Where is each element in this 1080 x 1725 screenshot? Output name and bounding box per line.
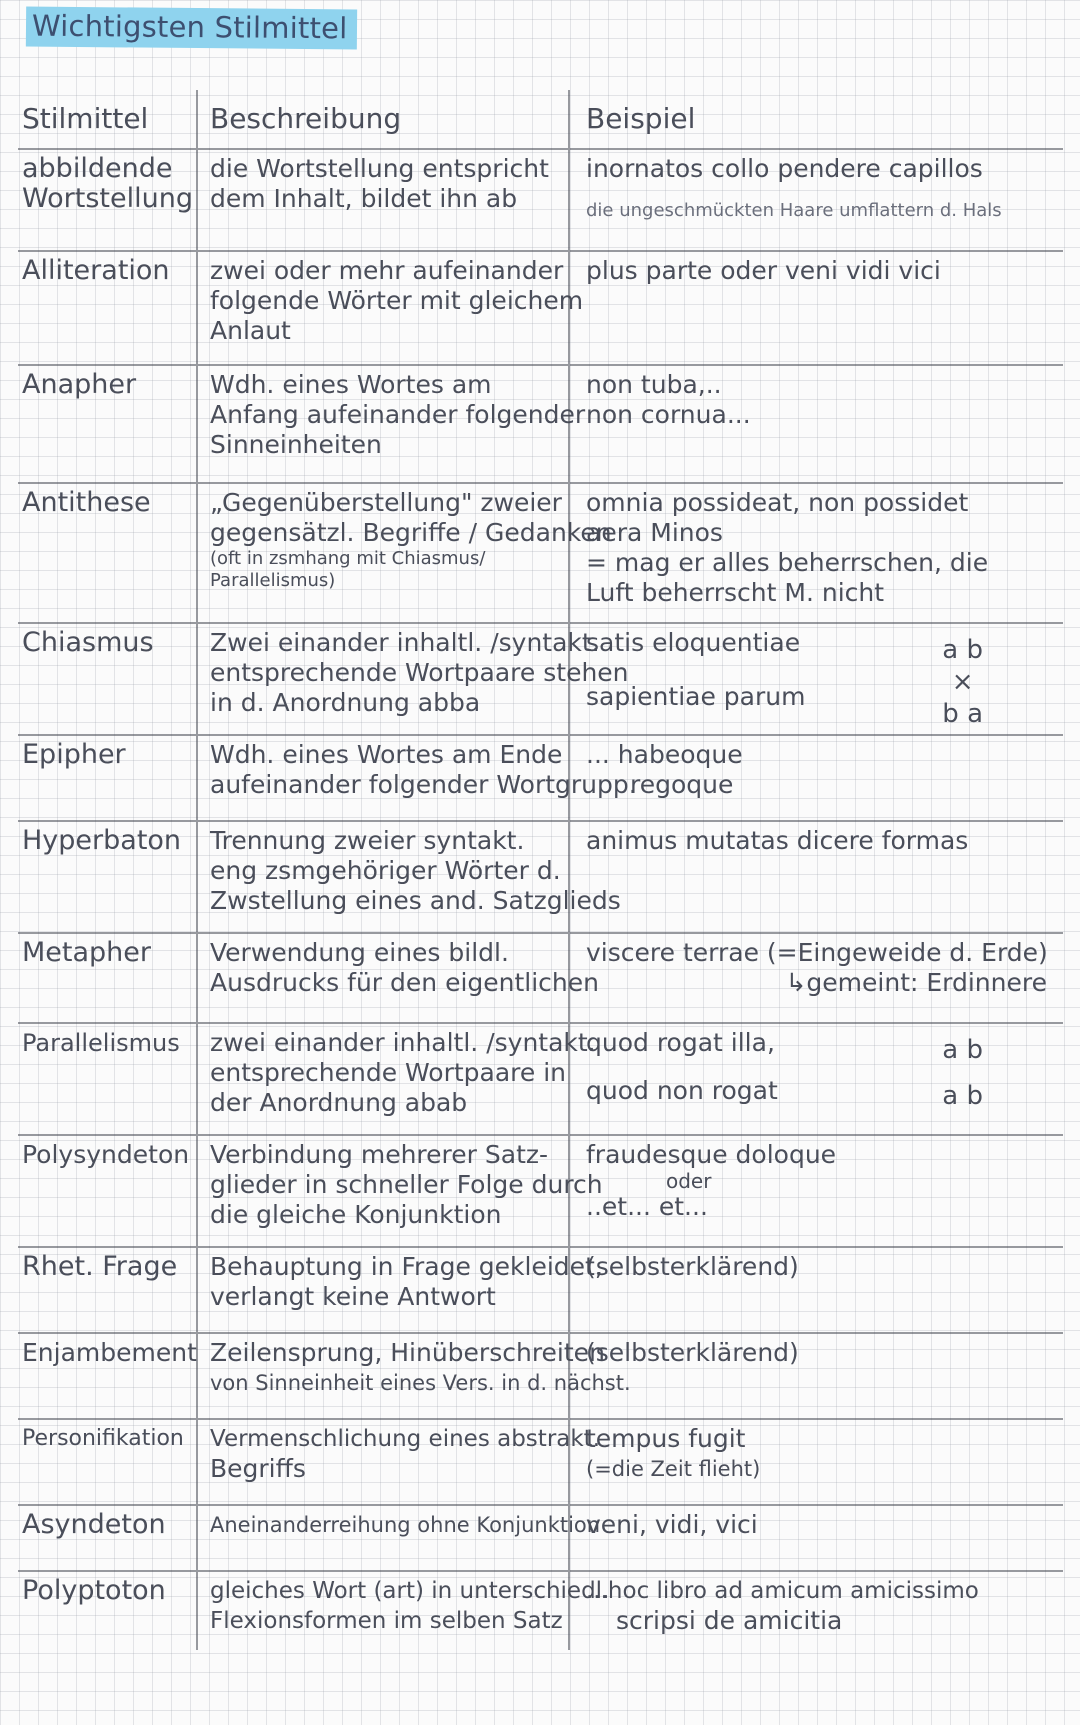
header-beispiel: Beispiel bbox=[568, 90, 1063, 148]
stilmittel-table bbox=[18, 90, 1063, 1650]
row-example: plus parte oder veni vidi vici bbox=[568, 252, 1063, 364]
row-name: Antithese bbox=[22, 487, 151, 518]
row-name: Rhet. Frage bbox=[22, 1251, 178, 1282]
header-beschreibung: Beschreibung bbox=[196, 90, 568, 148]
row-name: Hyperbaton bbox=[22, 825, 182, 856]
table-row bbox=[18, 252, 1063, 366]
row-description: „Gegenüberstellung" zweier gegensätzl. Begriffe / Gedanken (oft in zsmhang mit Chiasmus/ Parallelismus) bbox=[196, 484, 568, 622]
row-example: ...hoc libro ad amicum amicissimo scripsi de amicitia bbox=[568, 1572, 1063, 1650]
table-row bbox=[18, 1506, 1063, 1572]
table-row bbox=[18, 366, 1063, 484]
row-example: quod rogat illa, quod non rogat a b a b bbox=[568, 1024, 1063, 1134]
row-example: viscere terrae (=Eingeweide d. Erde) ↳gemeint: Erdinnere bbox=[568, 934, 1063, 1022]
row-name: Polyptoton bbox=[22, 1575, 166, 1606]
table-row bbox=[18, 1420, 1063, 1506]
row-example: non tuba,.. non cornua... bbox=[568, 366, 1063, 482]
table-row bbox=[18, 934, 1063, 1024]
row-example: tempus fugit (=die Zeit flieht) bbox=[568, 1420, 1063, 1504]
table-row bbox=[18, 1024, 1063, 1136]
row-name: Epipher bbox=[22, 739, 126, 770]
row-name: Enjambement bbox=[22, 1338, 197, 1367]
example-gloss: die ungeschmückten Haare umflattern d. Hals bbox=[586, 200, 1002, 221]
header-stilmittel: Stilmittel bbox=[22, 102, 149, 135]
row-description: Trennung zweier syntakt. eng zsmgehöriger Wörter d. Zwstellung eines and. Satzglieds bbox=[196, 822, 568, 932]
row-description: Wdh. eines Wortes am Anfang aufeinander folgender Sinneinheiten bbox=[196, 366, 568, 482]
table-row bbox=[18, 484, 1063, 624]
table-row bbox=[18, 822, 1063, 934]
row-example: omnia possideat, non possidet aera Minos = mag er alles beherrschen, die Luft beherrscht M. nicht bbox=[568, 484, 1063, 622]
row-description: Zwei einander inhaltl. /syntakt. entsprechende Wortpaare stehen in d. Anordnung abba bbox=[196, 624, 568, 734]
row-description: Aneinanderreihung ohne Konjunktion bbox=[196, 1506, 568, 1570]
row-example: satis eloquentiae sapientiae parum a b × b a bbox=[568, 624, 1063, 734]
row-description: Wdh. eines Wortes am Ende aufeinander folgender Wortgrupp. bbox=[196, 736, 568, 820]
row-description: zwei oder mehr aufeinander folgende Wörter mit gleichem Anlaut bbox=[196, 252, 568, 364]
table-row bbox=[18, 1334, 1063, 1420]
table-row bbox=[18, 150, 1063, 252]
row-description: Zeilensprung, Hinüberschreiten von Sinneinheit eines Vers. in d. nächst. bbox=[196, 1334, 568, 1418]
table-row bbox=[18, 624, 1063, 736]
row-description: gleiches Wort (art) in unterschiedl. Flexionsformen im selben Satz bbox=[196, 1572, 568, 1650]
chiasmus-scheme: a b × b a bbox=[942, 635, 983, 729]
row-name: Polysyndeton bbox=[22, 1140, 190, 1169]
row-example: ... habeoque regoque bbox=[568, 736, 1063, 820]
row-example: fraudesque doloque oder ..et... et... bbox=[568, 1136, 1063, 1246]
row-name: Personifikation bbox=[22, 1426, 184, 1451]
parallelismus-scheme: a b a b bbox=[942, 1035, 983, 1111]
table-row bbox=[18, 1572, 1063, 1650]
row-name: abbildende Wortstellung bbox=[22, 153, 193, 214]
row-example: veni, vidi, vici bbox=[568, 1506, 1063, 1570]
table-row bbox=[18, 1136, 1063, 1248]
row-description: zwei einander inhaltl. /syntakt. entsprechende Wortpaare in der Anordnung abab bbox=[196, 1024, 568, 1134]
table-row bbox=[18, 1248, 1063, 1334]
table-header-row bbox=[18, 90, 1063, 150]
row-name: Chiasmus bbox=[22, 627, 154, 658]
table-row bbox=[18, 736, 1063, 822]
page-title: Wichtigsten Stilmittel bbox=[26, 7, 358, 50]
row-name: Asyndeton bbox=[22, 1509, 166, 1540]
row-description: Vermenschlichung eines abstrakt. Begriffs bbox=[196, 1420, 568, 1504]
row-description: Verwendung eines bildl. Ausdrucks für den eigentlichen bbox=[196, 934, 568, 1022]
row-name: Alliteration bbox=[22, 255, 170, 286]
row-description: die Wortstellung entspricht dem Inhalt, bildet ihn ab bbox=[196, 150, 568, 250]
row-example: animus mutatas dicere formas bbox=[568, 822, 1063, 932]
row-example: inornatos collo pendere capillos die ungeschmückten Haare umflattern d. Hals bbox=[568, 150, 1063, 250]
row-name: Metapher bbox=[22, 937, 152, 968]
row-description: Behauptung in Frage gekleidet, verlangt keine Antwort bbox=[196, 1248, 568, 1332]
row-name: Anapher bbox=[22, 369, 137, 400]
example-note: ↳gemeint: Erdinnere bbox=[785, 968, 1047, 997]
row-description: Verbindung mehrerer Satz- glieder in schneller Folge durch die gleiche Konjunktion bbox=[196, 1136, 568, 1246]
row-name: Parallelismus bbox=[22, 1029, 180, 1057]
row-example: (selbsterklärend) bbox=[568, 1248, 1063, 1332]
row-example: (selbsterklärend) bbox=[568, 1334, 1063, 1418]
